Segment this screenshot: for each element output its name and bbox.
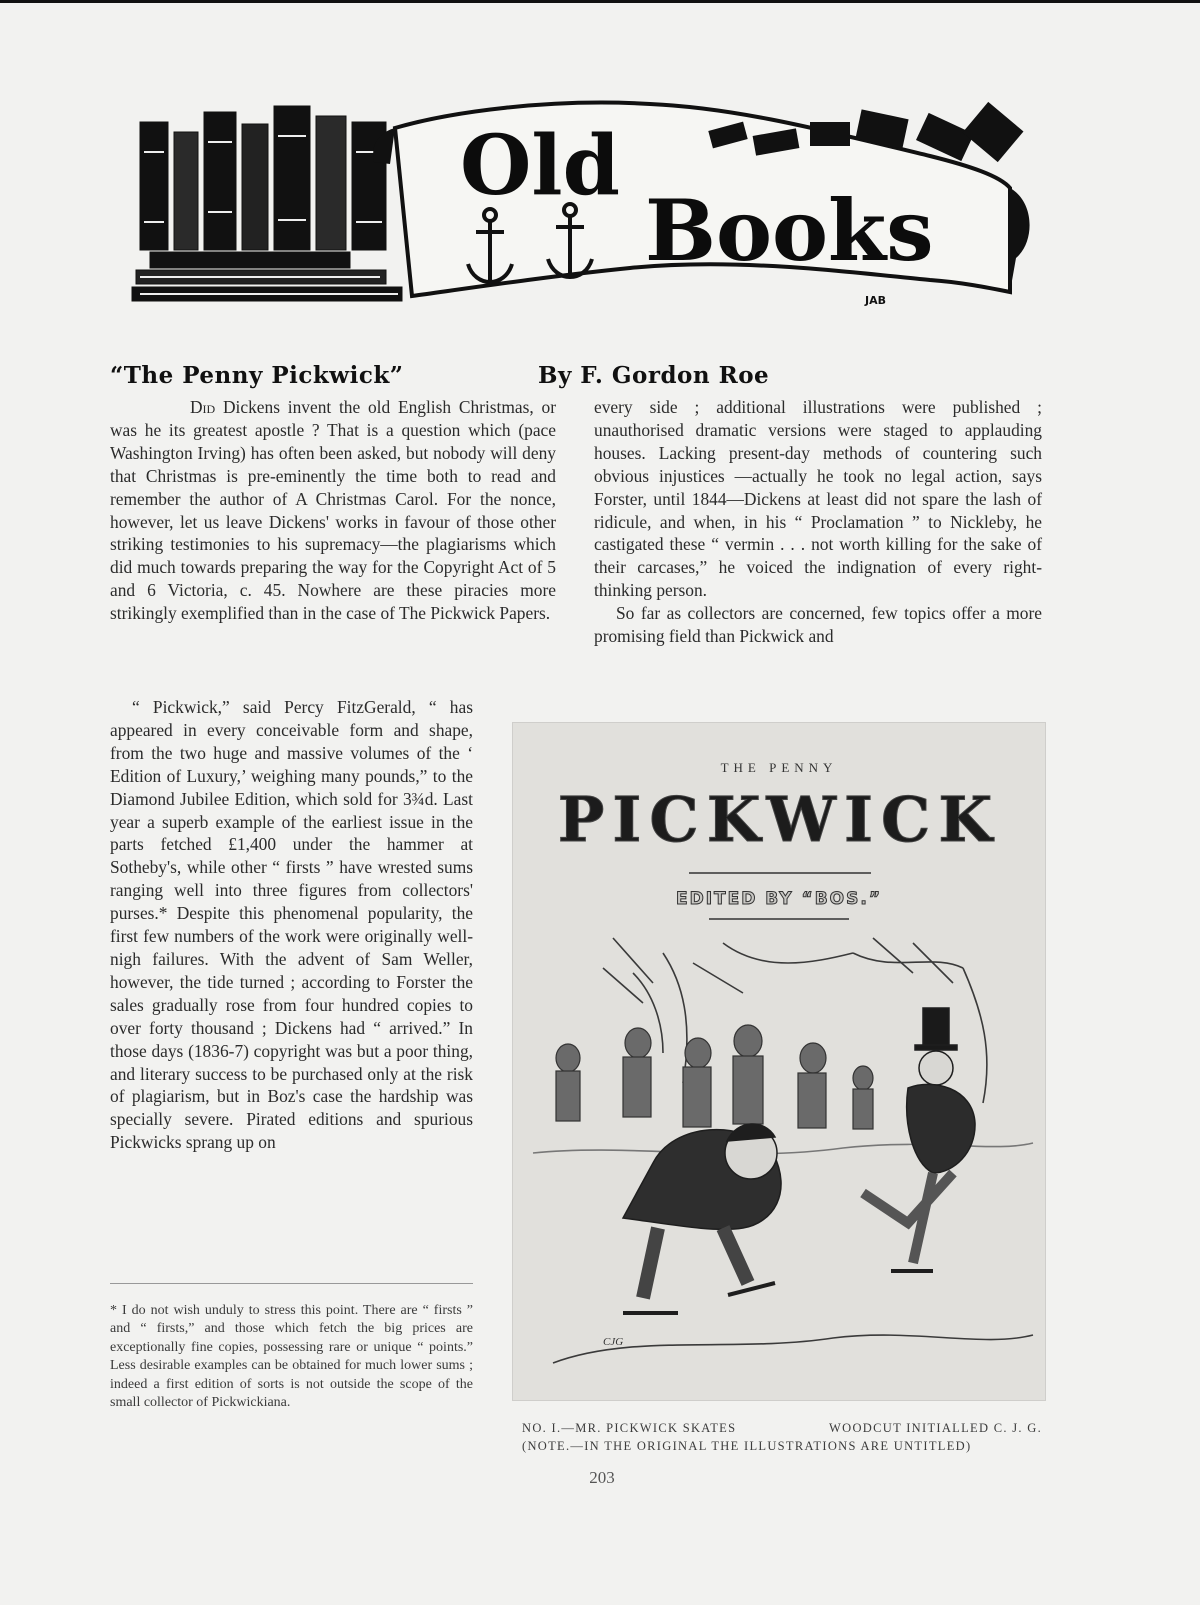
caption-note: (NOTE.—IN THE ORIGINAL THE ILLUSTRATIONS ARE UNTITLED)	[522, 1439, 972, 1453]
masthead-monogram: JAB	[865, 294, 886, 307]
article-headline	[110, 362, 1040, 394]
woodcut-signature: CJG	[603, 1336, 624, 1348]
cover-title: PICKWICK	[557, 783, 1001, 856]
dropcap-word: Did	[190, 397, 216, 417]
tophat-skater	[863, 1008, 975, 1271]
top-rule	[0, 0, 1200, 3]
page-number: 203	[589, 1468, 615, 1487]
masthead-banner	[130, 92, 1035, 314]
article-column-left-top	[110, 396, 556, 625]
caption-line-1	[522, 1419, 1042, 1437]
cover-edited-by: EDITED BY “BOS.”	[675, 889, 883, 909]
paragraph-3: So far as collectors are concerned, few topics offer a more promising field than Pickwick and	[594, 603, 1042, 647]
article-title: “The Penny Pickwick”	[110, 362, 404, 389]
footnote-rule	[110, 1283, 473, 1284]
book-pile-left-icon	[132, 106, 402, 301]
masthead-word-books: Books	[645, 181, 934, 280]
article-column-left-narrow	[110, 696, 473, 1154]
caption-credit: WOODCUT INITIALLED C. J. G.	[829, 1421, 1042, 1435]
article-byline: By F. Gordon Roe	[538, 362, 770, 389]
paragraph-1	[110, 396, 556, 625]
plate-caption	[522, 1419, 1042, 1455]
caption-plate-title: NO. I.—MR. PICKWICK SKATES	[522, 1421, 737, 1435]
plate-penny-pickwick-cover	[512, 722, 1046, 1401]
article-column-right	[594, 396, 1042, 648]
paragraph-2: “ Pickwick,” said Percy FitzGerald, “ has appeared in every conceivable form and shape, from the two huge and massive volumes of the ‘ Edition of Luxury,’ weighing many pounds,” to the Diamond Jubilee Edition, which sold for 3¾d. Last year a superb example of the earliest issue in the parts fetched £1,400 under the hammer at Sotheby's, while other “ firsts ” have wrested sums ranging well into three figures from collectors' purses.* Despite this phenomenal popularity, the first few numbers of the work were originally well-nigh failures. With the advent of Sam Weller, however, the tide turned ; according to Forster the sales gradually rose from four hundred copies to over forty thousand ; Dickens had “ arrived.” In those days (1836-7) copyright was but a poor thing, and literary success to be purchased only at the risk of plagiarism, but in Boz's case the hardship was specially severe. Pirated editions and spurious Pickwicks sprang up on	[110, 697, 473, 1153]
cover-kicker: THE PENNY	[720, 760, 838, 775]
crowd-figures	[556, 1025, 873, 1129]
paragraph-2-continued: every side ; additional illustrations were published ; unauthorised dramatic versions were staged to applauding houses. Lacking present-day methods of countering such obvious injustices —actually he took no legal action, says Forster, until 1844—Dickens at least did not spare the lash of ridicule, and when, in his “ Proclamation ” to Nickleby, he castigated these “ vermin . . . not worth killing for the sake of their carcases,” he voiced the indignation of every right-thinking person.	[594, 397, 1042, 601]
cover-illustration	[513, 723, 1045, 1400]
masthead-word-old: Old	[460, 118, 620, 214]
paragraph-1-text: Dickens invent the old English Christmas, or was he its greatest apostle ? That is a question which (pace Washington Irving) has often been asked, but nobody will deny that Christmas is pre-eminently the time both to read and remember the author of A Christmas Carol. For the nonce, however, let us leave Dickens' works in favour of those other striking testimonies to his supremacy—the plagiarisms which did much towards preparing the way for the Copyright Act of 5 and 6 Victoria, c. 45. Nowhere are these piracies more strikingly exemplified than in the case of The Pickwick Papers.	[110, 397, 556, 624]
masthead-illustration	[130, 92, 1035, 314]
footnote: * I do not wish unduly to stress this point. There are “ firsts ” and “ firsts,” and those which fetch the big prices are exceptionally fine copies, possessing rare or unique “ points.” Less desirable examples can be obtained for much lower sums ; indeed a first edition of sorts is not outside the scope of the small collector of Pickwickiana.	[110, 1303, 473, 1411]
pickwick-skater	[623, 1124, 781, 1313]
